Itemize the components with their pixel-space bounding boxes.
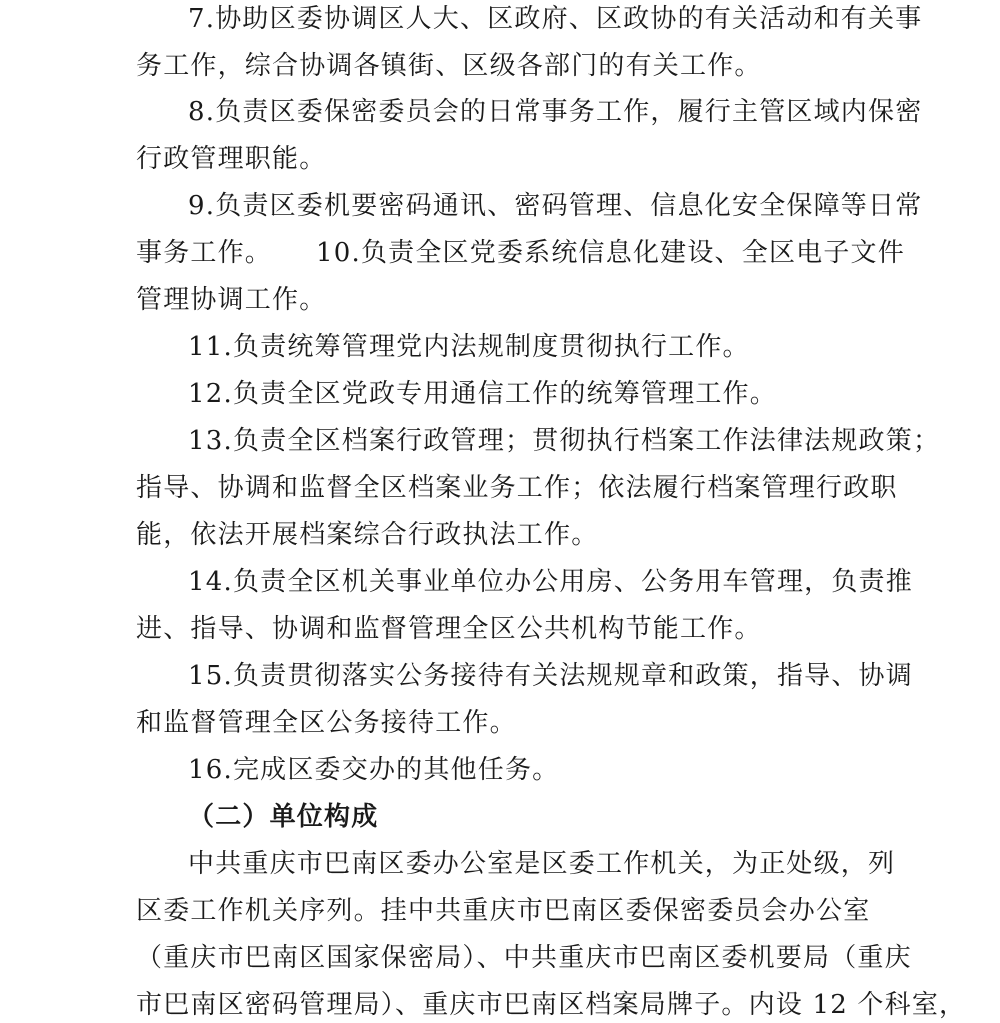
- paragraph-line: 16.完成区委交办的其他任务。: [188, 755, 560, 785]
- paragraph-line: 14.负责全区机关事业单位办公用房、公务用车管理，负责推: [188, 567, 913, 597]
- section-heading: （二）单位构成: [188, 802, 379, 832]
- paragraph-line: 能，依法开展档案综合行政执法工作。: [136, 520, 599, 550]
- paragraph-line: 管理协调工作。: [136, 285, 327, 315]
- paragraph-line: 13.负责全区档案行政管理；贯彻执行档案工作法律法规政策；: [188, 426, 941, 456]
- paragraph-line: 事务工作。: [136, 238, 273, 268]
- paragraph-line: 10.负责全区党委系统信息化建设、全区电子文件: [316, 238, 905, 268]
- paragraph-line: 中共重庆市巴南区委办公室是区委工作机关，为正处级，列: [188, 849, 896, 879]
- paragraph-line: 务工作，综合协调各镇街、区级各部门的有关工作。: [136, 51, 762, 81]
- paragraph-line: 8.负责区委保密委员会的日常事务工作，履行主管区域内保密: [188, 97, 923, 127]
- paragraph-line: 指导、协调和监督全区档案业务工作；依法履行档案管理行政职: [136, 473, 898, 503]
- paragraph-line: 7.协助区委协调区人大、区政府、区政协的有关活动和有关事: [188, 4, 923, 34]
- paragraph-line: 市巴南区密码管理局）、重庆市巴南区档案局牌子。内设 12 个科室，: [136, 990, 967, 1020]
- paragraph-line: 12.负责全区党政专用通信工作的统筹管理工作。: [188, 379, 777, 409]
- paragraph-line: 和监督管理全区公务接待工作。: [136, 708, 517, 738]
- paragraph-line: 11.负责统筹管理党内法规制度贯彻执行工作。: [188, 332, 750, 362]
- paragraph-line: （重庆市巴南区国家保密局）、中共重庆市巴南区委机要局（重庆: [136, 943, 912, 973]
- paragraph-line: 9.负责区委机要密码通讯、密码管理、信息化安全保障等日常: [188, 191, 923, 221]
- paragraph-line: 进、指导、协调和监督管理全区公共机构节能工作。: [136, 614, 762, 644]
- paragraph-line: 行政管理职能。: [136, 144, 327, 174]
- paragraph-line: 15.负责贯彻落实公务接待有关法规规章和政策，指导、协调: [188, 661, 913, 691]
- paragraph-line: 区委工作机关序列。挂中共重庆市巴南区委保密委员会办公室: [136, 896, 871, 926]
